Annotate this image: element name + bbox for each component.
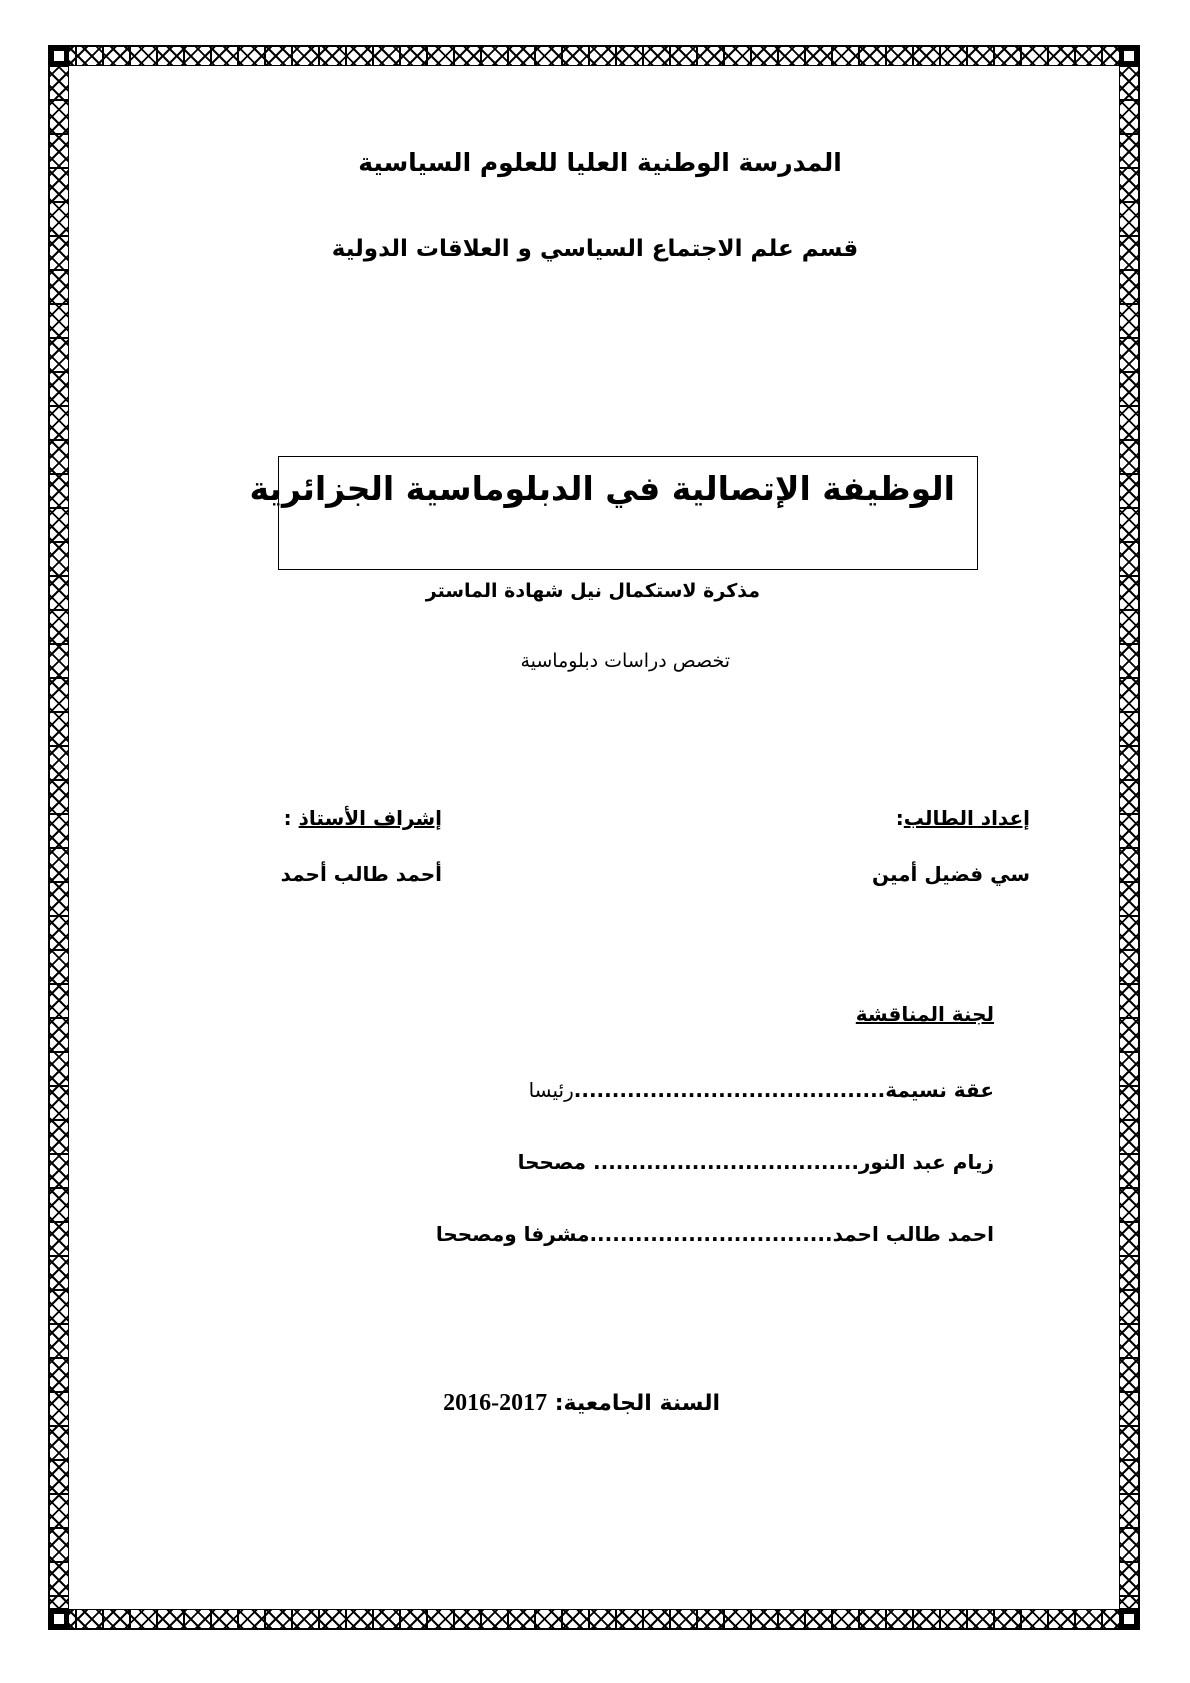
committee-member-2 xyxy=(518,1150,994,1174)
supervisor-label-colon: : xyxy=(283,806,299,830)
supervisor-label-text: إشراف الأستاذ xyxy=(298,806,442,830)
supervisor-label xyxy=(284,806,442,830)
member-role: مشرفا ومصححا xyxy=(435,1222,590,1246)
committee-label: لجنة المناقشة xyxy=(855,1002,994,1026)
member-dots: ................................ xyxy=(589,1222,833,1246)
department-name: قسم علم الاجتماع السياسي و العلاقات الدولية xyxy=(331,236,859,262)
member-name: زيام عبد النور xyxy=(858,1150,994,1174)
border-corner-top-right xyxy=(1119,46,1139,66)
member-name: عقة نسيمة xyxy=(885,1078,994,1102)
member-role: مصححا xyxy=(517,1150,593,1174)
academic-year-label: السنة الجامعية: xyxy=(547,1391,720,1416)
border-corner-bottom-right xyxy=(1119,1609,1139,1629)
committee-member-3 xyxy=(436,1222,994,1246)
member-name: احمد طالب احمد xyxy=(832,1222,994,1246)
border-pattern-left xyxy=(49,66,69,1609)
student-label xyxy=(896,806,1030,830)
member-dots: ................................... xyxy=(593,1150,859,1174)
border-corner-bottom-left xyxy=(49,1609,69,1629)
member-role: رئيسا xyxy=(528,1078,574,1102)
border-pattern-right xyxy=(1119,66,1139,1609)
memo-description: مذكرة لاستكمال نيل شهادة الماستر xyxy=(425,580,760,602)
border-pattern-top xyxy=(49,46,1139,66)
thesis-title-box xyxy=(249,456,978,570)
student-label-text: إعداد الطالب xyxy=(903,806,1030,830)
specialization: تخصص دراسات دبلوماسية xyxy=(520,650,730,672)
student-name: سي فضيل أمين xyxy=(871,862,1030,886)
border-corner-top-left xyxy=(49,46,69,66)
academic-year xyxy=(443,1390,720,1417)
member-dots: ......................................... xyxy=(573,1078,886,1102)
committee-member-1 xyxy=(529,1078,994,1102)
student-label-colon: : xyxy=(895,806,904,830)
supervisor-name: أحمد طالب أحمد xyxy=(280,862,442,886)
institution-name: المدرسة الوطنية العليا للعلوم السياسية xyxy=(358,148,842,177)
border-pattern-bottom xyxy=(49,1609,1139,1629)
academic-year-value: 2016-2017 xyxy=(443,1390,548,1416)
thesis-title: الوظيفة الإتصالية في الدبلوماسية الجزائرية xyxy=(249,469,955,508)
